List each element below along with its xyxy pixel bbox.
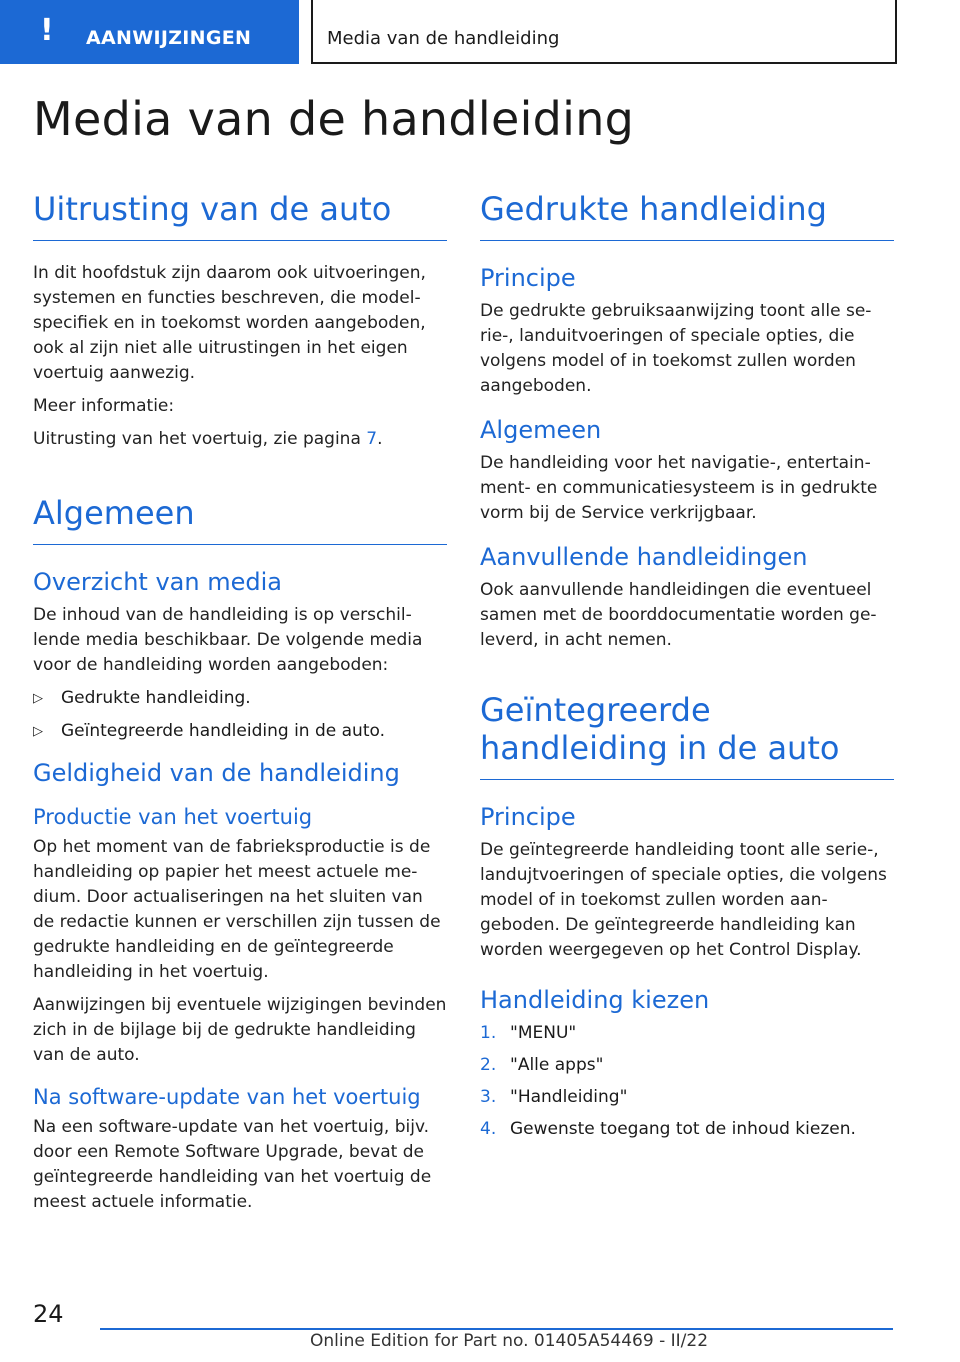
paragraph: De inhoud van de handleiding is op verschillende media beschikbaar. De volgende media voor de handleiding worden aangeboden: [33, 605, 423, 675]
triangle-bullet-icon: ▷ [33, 691, 43, 706]
list-item [480, 1021, 894, 1046]
heading-productie: Productie van het voertuig [33, 805, 313, 829]
chapter-tab [311, 0, 897, 64]
list-item [33, 719, 447, 744]
step-number: 4. [480, 1119, 497, 1139]
step-number: 2. [480, 1055, 497, 1075]
heading-principe: Principe [480, 264, 576, 292]
steps-list [480, 1021, 894, 1142]
heading-algemeen-right: Algemeen [480, 416, 602, 444]
triangle-bullet-icon: ▷ [33, 724, 43, 739]
left-column [33, 190, 447, 1223]
reference-end: . [377, 429, 383, 449]
reference-text: Uitrusting van het voertuig, zie pagina [33, 429, 367, 449]
heading-algemeen: Algemeen [33, 494, 447, 545]
list-item [480, 1085, 894, 1110]
heading-principe-2: Principe [480, 803, 576, 831]
exclamation-icon: ! [40, 13, 54, 48]
heading-kiezen: Handleiding kiezen [480, 986, 710, 1014]
step-text: "MENU" [510, 1023, 577, 1043]
paragraph: Meer informatie: [33, 396, 175, 416]
section-label: AANWIJZINGEN [86, 27, 252, 49]
paragraph: Aanwijzingen bij eventuele wijzigingen bevinden zich in de bijlage bij de gedrukte handleiding van de auto. [33, 995, 447, 1065]
list-item-text: Gedrukte handleiding. [61, 688, 251, 708]
step-number: 3. [480, 1087, 497, 1107]
list-item-text: Geïntegreerde handleiding in de auto. [61, 721, 385, 741]
paragraph: De gedrukte gebruiksaanwijzing toont alle serie-, landuitvoeringen of speciale opties, die volgens model of in toekomst zullen worden aangeboden. [480, 301, 872, 396]
page-title: Media van de handleiding [33, 92, 635, 146]
step-text: "Handleiding" [510, 1087, 628, 1107]
paragraph: De handleiding voor het navigatie-, entertainment- en communicatiesysteem is in gedrukte vorm bij de Service verkrijgbaar. [480, 453, 878, 523]
step-text: Gewenste toegang tot de inhoud kiezen. [510, 1119, 856, 1139]
paragraph: In dit hoofdstuk zijn daarom ook uitvoeringen, systemen en functies beschreven, die modelspecifiek en in toekomst worden aangeboden, ook al zijn niet alle uitrustingen in het eigen voertuig aanwezig. [33, 263, 426, 383]
list-item [480, 1117, 894, 1142]
paragraph-reference [33, 427, 447, 452]
paragraph: De geïntegreerde handleiding toont alle serie-, landujtvoeringen of speciale opties, die volgens model of in toekomst zullen worden aangeboden. De geïntegreerde handleiding kan worden weergegeven op het Control Display. [480, 840, 887, 960]
paragraph: Op het moment van de fabrieksproductie is de handleiding op papier het meest actuele medium. Door actualiseringen na het sluiten van de redactie kunnen er verschillen zijn tussen de gedrukte handleiding en de geïntegreerde handleiding in het voertuig. [33, 837, 441, 982]
list-item [480, 1053, 894, 1078]
heading-geintegreerd: Geïntegreerde handleiding in de auto [480, 691, 894, 780]
step-number: 1. [480, 1023, 497, 1043]
chapter-label: Media van de handleiding [327, 28, 560, 49]
page-link[interactable]: 7 [366, 429, 378, 449]
right-column [480, 190, 894, 1149]
step-text: "Alle apps" [510, 1055, 604, 1075]
footer-divider [100, 1328, 893, 1330]
heading-uitrusting: Uitrusting van de auto [33, 190, 447, 241]
edition-text: Online Edition for Part no. 01405A54469 - II/22 [310, 1331, 709, 1351]
list-item [33, 686, 447, 711]
paragraph: Ook aanvullende handleidingen die eventueel samen met de boorddocumentatie worden geleverd, in acht nemen. [480, 580, 877, 650]
media-list [33, 686, 447, 744]
heading-aanvullend: Aanvullende handleidingen [480, 543, 808, 571]
heading-gedrukt: Gedrukte handleiding [480, 190, 894, 241]
heading-software: Na software-update van het voertuig [33, 1085, 421, 1109]
section-tab [0, 0, 299, 64]
heading-overzicht: Overzicht van media [33, 568, 282, 596]
heading-geldigheid: Geldigheid van de handleiding [33, 759, 400, 787]
paragraph: Na een software-update van het voertuig, bijv. door een Remote Software Upgrade, bevat de geïntegreerde handleiding van het voertuig de meest actuele informatie. [33, 1117, 432, 1212]
page-number: 24 [33, 1300, 64, 1328]
